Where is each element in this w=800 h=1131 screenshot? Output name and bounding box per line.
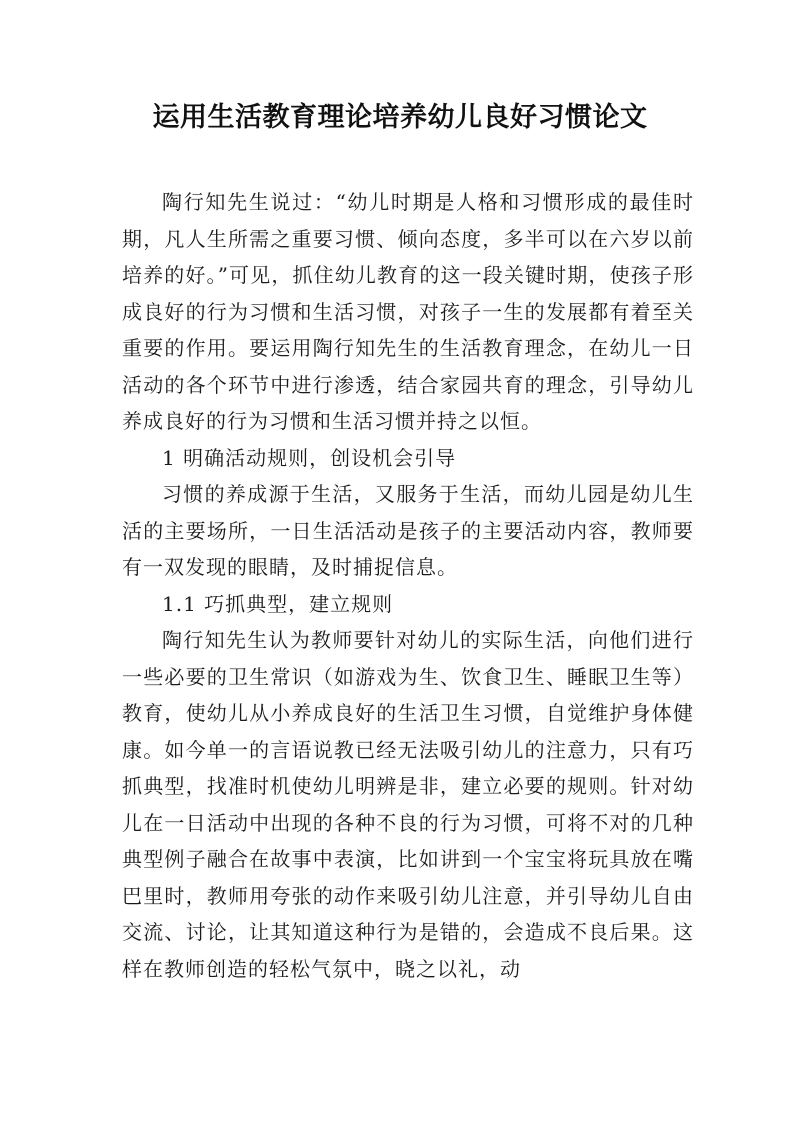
paragraph-section-1: 习惯的养成源于生活，又服务于生活，而幼儿园是幼儿生活的主要场所，一日生活活动是孩子的主要活动内容，教师要有一双发现的眼睛，及时捕捉信息。	[122, 482, 694, 579]
subsection-heading-1-1: 1.1 巧抓典型，建立规则	[162, 591, 394, 616]
section-heading-1: 1 明确活动规则，创设机会引导	[162, 445, 457, 470]
paragraph-subsection-1-1: 陶行知先生认为教师要针对幼儿的实际生活，向他们进行一些必要的卫生常识（如游戏为生、饮食卫生、睡眠卫生等）教育，使幼儿从小养成良好的生活卫生习惯，自觉维护身体健康。如今单一的言语说教已经无法吸引幼儿的注意力，只有巧抓典型，找准时机使幼儿明辨是非，建立必要的规则。针对幼儿在一日活动中出现的各种不良的行为习惯，可将不对的几种典型例子融合在故事中表演，比如讲到一个宝宝将玩具放在嘴巴里时，教师用夸张的动作来吸引幼儿注意，并引导幼儿自由交流、讨论，让其知道这种行为是错的，会造成不良后果。这样在教师创造的轻松气氛中，晓之以礼，动	[122, 628, 694, 981]
document-title: 运用生活教育理论培养幼儿良好习惯论文	[152, 102, 648, 133]
paragraph-intro: 陶行知先生说过：“幼儿时期是人格和习惯形成的最佳时期，凡人生所需之重要习惯、倾向态度，多半可以在六岁以前培养的好。”可见，抓住幼儿教育的这一段关键时期，使孩子形成良好的行为习惯和生活习惯，对孩子一生的发展都有着至关重要的作用。要运用陶行知先生的生活教育理念，在幼儿一日活动的各个环节中进行渗透，结合家园共育的理念，引导幼儿养成良好的行为习惯和生活习惯并持之以恒。	[122, 190, 694, 433]
document-body	[122, 184, 694, 987]
